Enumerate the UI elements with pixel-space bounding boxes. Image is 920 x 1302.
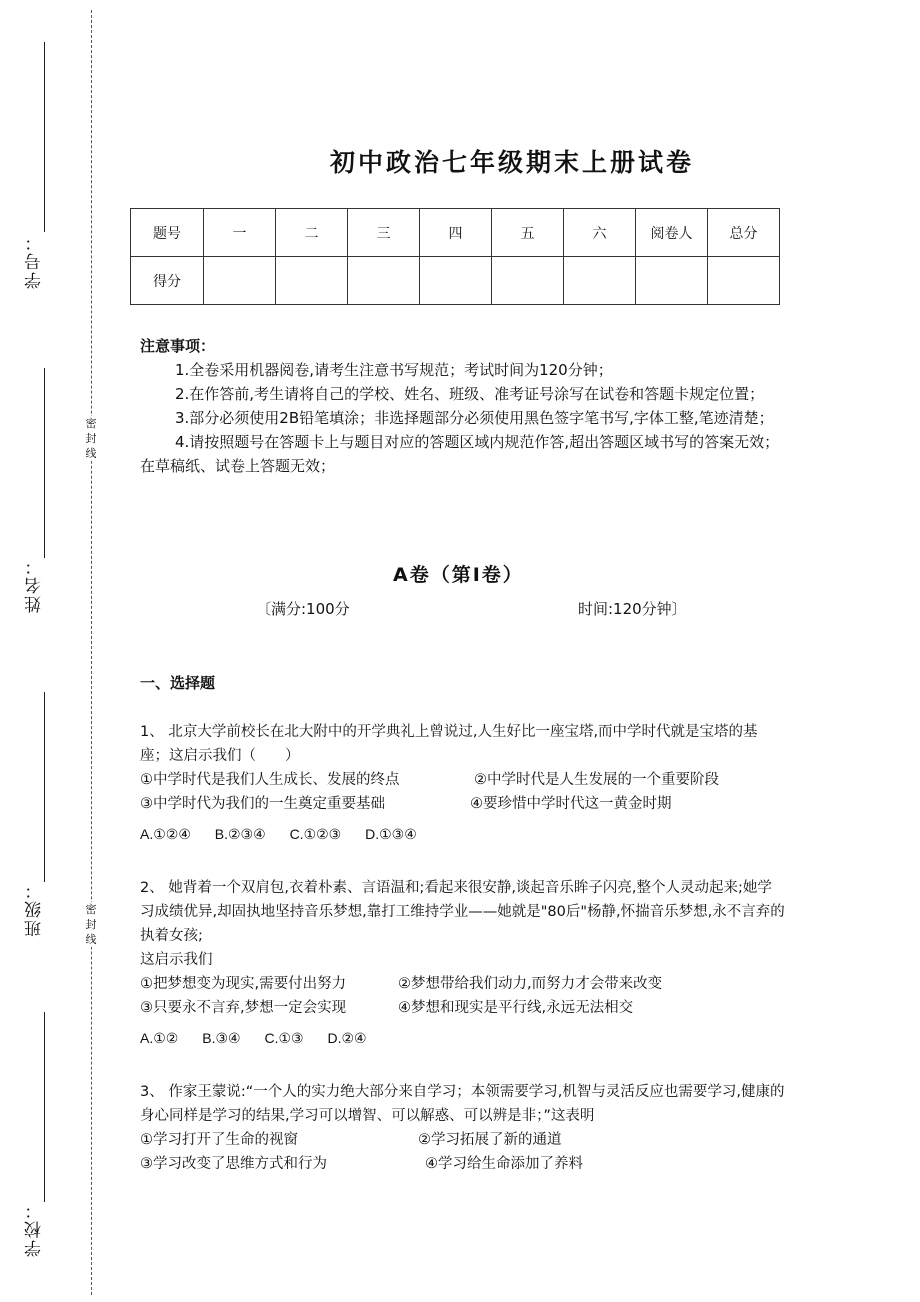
option: ①学习打开了生命的视窗 xyxy=(140,1132,298,1148)
score-header-cell: 阅卷人 xyxy=(636,209,708,257)
school-label: 学校： xyxy=(25,1200,45,1257)
note-item: 1.全卷采用机器阅卷,请考生注意书写规范；考试时间为120分钟； xyxy=(175,361,613,379)
score-cell xyxy=(492,257,564,305)
score-cell xyxy=(348,257,420,305)
answer-choice: A.①②④ xyxy=(140,826,191,842)
score-cell xyxy=(204,257,276,305)
class-label: 班级： xyxy=(25,880,45,937)
seal-text-top: 密 封 线 xyxy=(83,416,99,461)
score-header-cell: 一 xyxy=(204,209,276,257)
score-header-cell: 总分 xyxy=(708,209,780,257)
score-cell xyxy=(420,257,492,305)
answer-choice: D.①③④ xyxy=(365,826,417,842)
option-row xyxy=(140,972,785,996)
answer-choice: C.①③ xyxy=(264,1030,304,1046)
answer-choice: B.②③④ xyxy=(214,826,266,842)
option: ④学习给生命添加了养料 xyxy=(425,1156,583,1172)
section-title: A卷（第Ⅰ卷） xyxy=(393,564,524,586)
score-cell xyxy=(636,257,708,305)
question-type-heading: 一、选择题 xyxy=(140,674,216,692)
score-header-cell: 四 xyxy=(420,209,492,257)
question-2 xyxy=(140,876,785,1050)
notes-section xyxy=(140,334,785,478)
name-line xyxy=(44,368,45,558)
school-line xyxy=(44,1012,45,1202)
option-row xyxy=(140,996,785,1020)
student-id-label: 学号： xyxy=(25,232,45,289)
score-row-label: 得分 xyxy=(131,257,204,305)
class-line xyxy=(44,692,45,882)
notes-heading: 注意事项： xyxy=(140,337,216,355)
answer-choice: D.②④ xyxy=(327,1030,367,1046)
option: ②学习拓展了新的通道 xyxy=(418,1132,562,1148)
option-row xyxy=(140,1128,785,1152)
score-table-header-row xyxy=(131,209,780,257)
option-row xyxy=(140,792,785,816)
option: ①中学时代是我们人生成长、发展的终点 xyxy=(140,772,400,788)
option: ②中学时代是人生发展的一个重要阶段 xyxy=(474,772,719,788)
full-score: 〔满分:100分 xyxy=(256,600,350,618)
score-header-cell: 二 xyxy=(276,209,348,257)
score-table xyxy=(130,208,780,305)
score-cell xyxy=(276,257,348,305)
score-table-score-row xyxy=(131,257,780,305)
option: ④梦想和现实是平行线,永远无法相交 xyxy=(398,1000,634,1016)
question-3 xyxy=(140,1080,785,1176)
note-item: 3.部分必须使用2B铅笔填涂；非选择题部分必须使用黑色签字笔书写,字体工整,笔迹清楚； xyxy=(175,409,774,427)
option-row xyxy=(140,768,785,792)
score-header-cell: 三 xyxy=(348,209,420,257)
note-item: 4.请按照题号在答题卡上与题目对应的答题区域内规范作答,超出答题区域书写的答案无效；在草稿纸、试卷上答题无效； xyxy=(140,433,780,475)
option: ④要珍惜中学时代这一黄金时期 xyxy=(470,796,672,812)
score-header-cell: 六 xyxy=(564,209,636,257)
score-header-cell: 五 xyxy=(492,209,564,257)
option: ②梦想带给我们动力,而努力才会带来改变 xyxy=(398,976,663,992)
option-row xyxy=(140,1152,785,1176)
score-header-cell: 题号 xyxy=(131,209,204,257)
option: ①把梦想变为现实,需要付出努力 xyxy=(140,976,347,992)
exam-time: 时间:120分钟〕 xyxy=(578,600,687,618)
answer-choices xyxy=(140,1026,785,1050)
name-label: 姓名： xyxy=(25,556,45,613)
answer-choice: C.①②③ xyxy=(289,826,342,842)
answer-choice: A.①② xyxy=(140,1030,179,1046)
binding-dash-line xyxy=(91,10,92,1295)
student-id-line xyxy=(44,42,45,232)
answer-choice: B.③④ xyxy=(202,1030,241,1046)
score-cell xyxy=(564,257,636,305)
question-stem: 3、 作家王蒙说:“一个人的实力绝大部分来自学习；本领需要学习,机智与灵活反应也需要学习,健康的身心同样是学习的结果,学习可以增智、可以解惑、可以辨是非；”这表明 xyxy=(140,1084,785,1124)
option: ③学习改变了思维方式和行为 xyxy=(140,1156,327,1172)
option: ③中学时代为我们的一生奠定重要基础 xyxy=(140,796,385,812)
seal-text-bottom: 密 封 线 xyxy=(83,902,99,947)
score-cell xyxy=(708,257,780,305)
option: ③只要永不言弃,梦想一定会实现 xyxy=(140,1000,347,1016)
answer-choices xyxy=(140,822,785,846)
question-stem: 2、 她背着一个双肩包,衣着朴素、言语温和;看起来很安静,谈起音乐眸子闪亮,整个人灵动起来;她学习成绩优异,却固执地坚持音乐梦想,靠打工维持学业——她就是"80后"杨静,怀揣音乐梦想,永不言弃的执着女孩; xyxy=(140,880,785,944)
exam-title: 初中政治七年级期末上册试卷 xyxy=(330,148,695,177)
question-stem: 1、 北京大学前校长在北大附中的开学典礼上曾说过,人生好比一座宝塔,而中学时代就是宝塔的基座；这启示我们（ ） xyxy=(140,724,758,764)
question-prompt: 这启示我们 xyxy=(140,952,213,968)
question-1 xyxy=(140,720,785,846)
note-item: 2.在作答前,考生请将自己的学校、姓名、班级、准考证号涂写在试卷和答题卡规定位置； xyxy=(175,385,765,403)
